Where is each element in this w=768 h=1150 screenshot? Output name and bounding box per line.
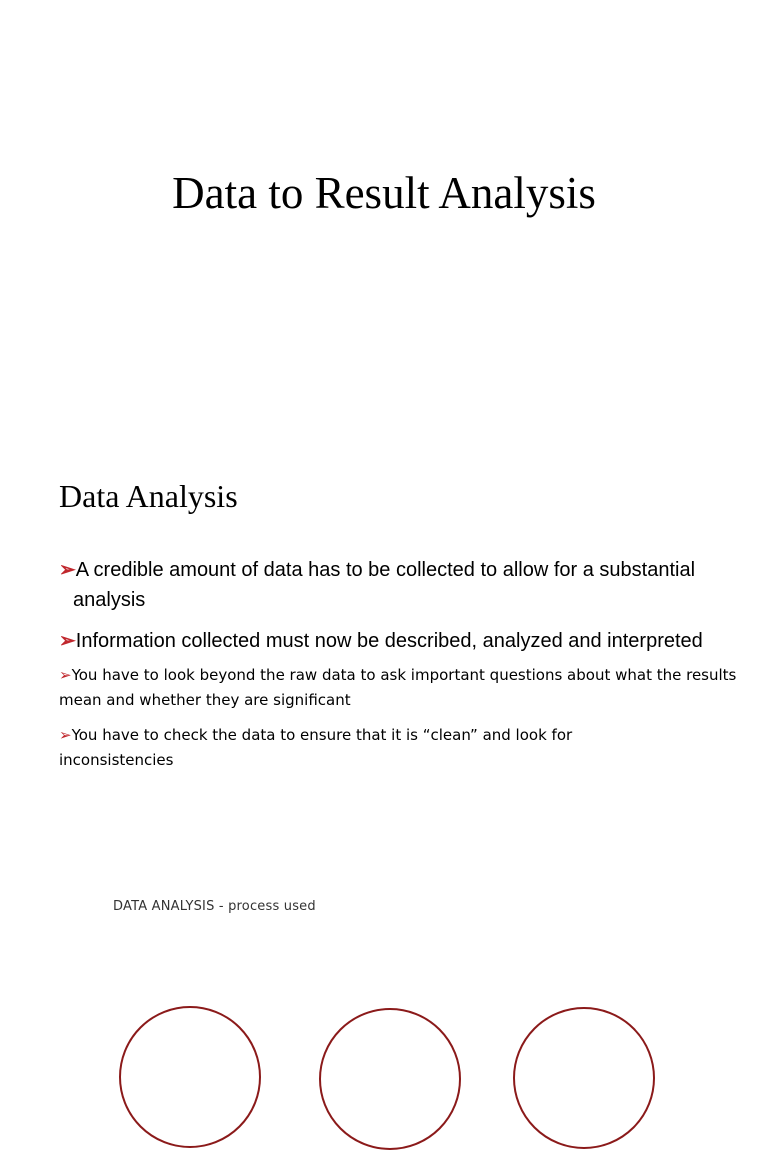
bullet-list — [59, 555, 739, 773]
process-step-circle — [119, 1006, 261, 1148]
arrow-bullet-icon: ➢ — [59, 666, 72, 684]
section-heading: Data Analysis — [59, 478, 238, 514]
slide-title: Data to Result Analysis — [172, 168, 596, 218]
diagram-caption: DATA ANALYSIS - process used — [113, 899, 316, 914]
bullet-item — [59, 663, 739, 713]
bullet-text: A credible amount of data has to be collected to allow for a substantial analysis — [73, 559, 696, 611]
bullet-text: Information collected must now be described, analyzed and interpreted — [75, 630, 703, 652]
process-step-circle — [513, 1007, 655, 1149]
bullet-item — [59, 626, 739, 656]
bullet-text: You have to look beyond the raw data to ask important questions about what the results mean and whether they are significant — [59, 666, 737, 709]
arrow-bullet-icon: ➢ — [59, 726, 72, 744]
arrow-bullet-icon: ➢ — [59, 559, 76, 581]
arrow-bullet-icon: ➢ — [59, 630, 76, 652]
process-step-circle — [319, 1008, 461, 1150]
bullet-text: You have to check the data to ensure that it is “clean” and look for inconsistencies — [59, 726, 573, 769]
bullet-item — [59, 555, 739, 615]
bullet-item — [59, 723, 579, 773]
